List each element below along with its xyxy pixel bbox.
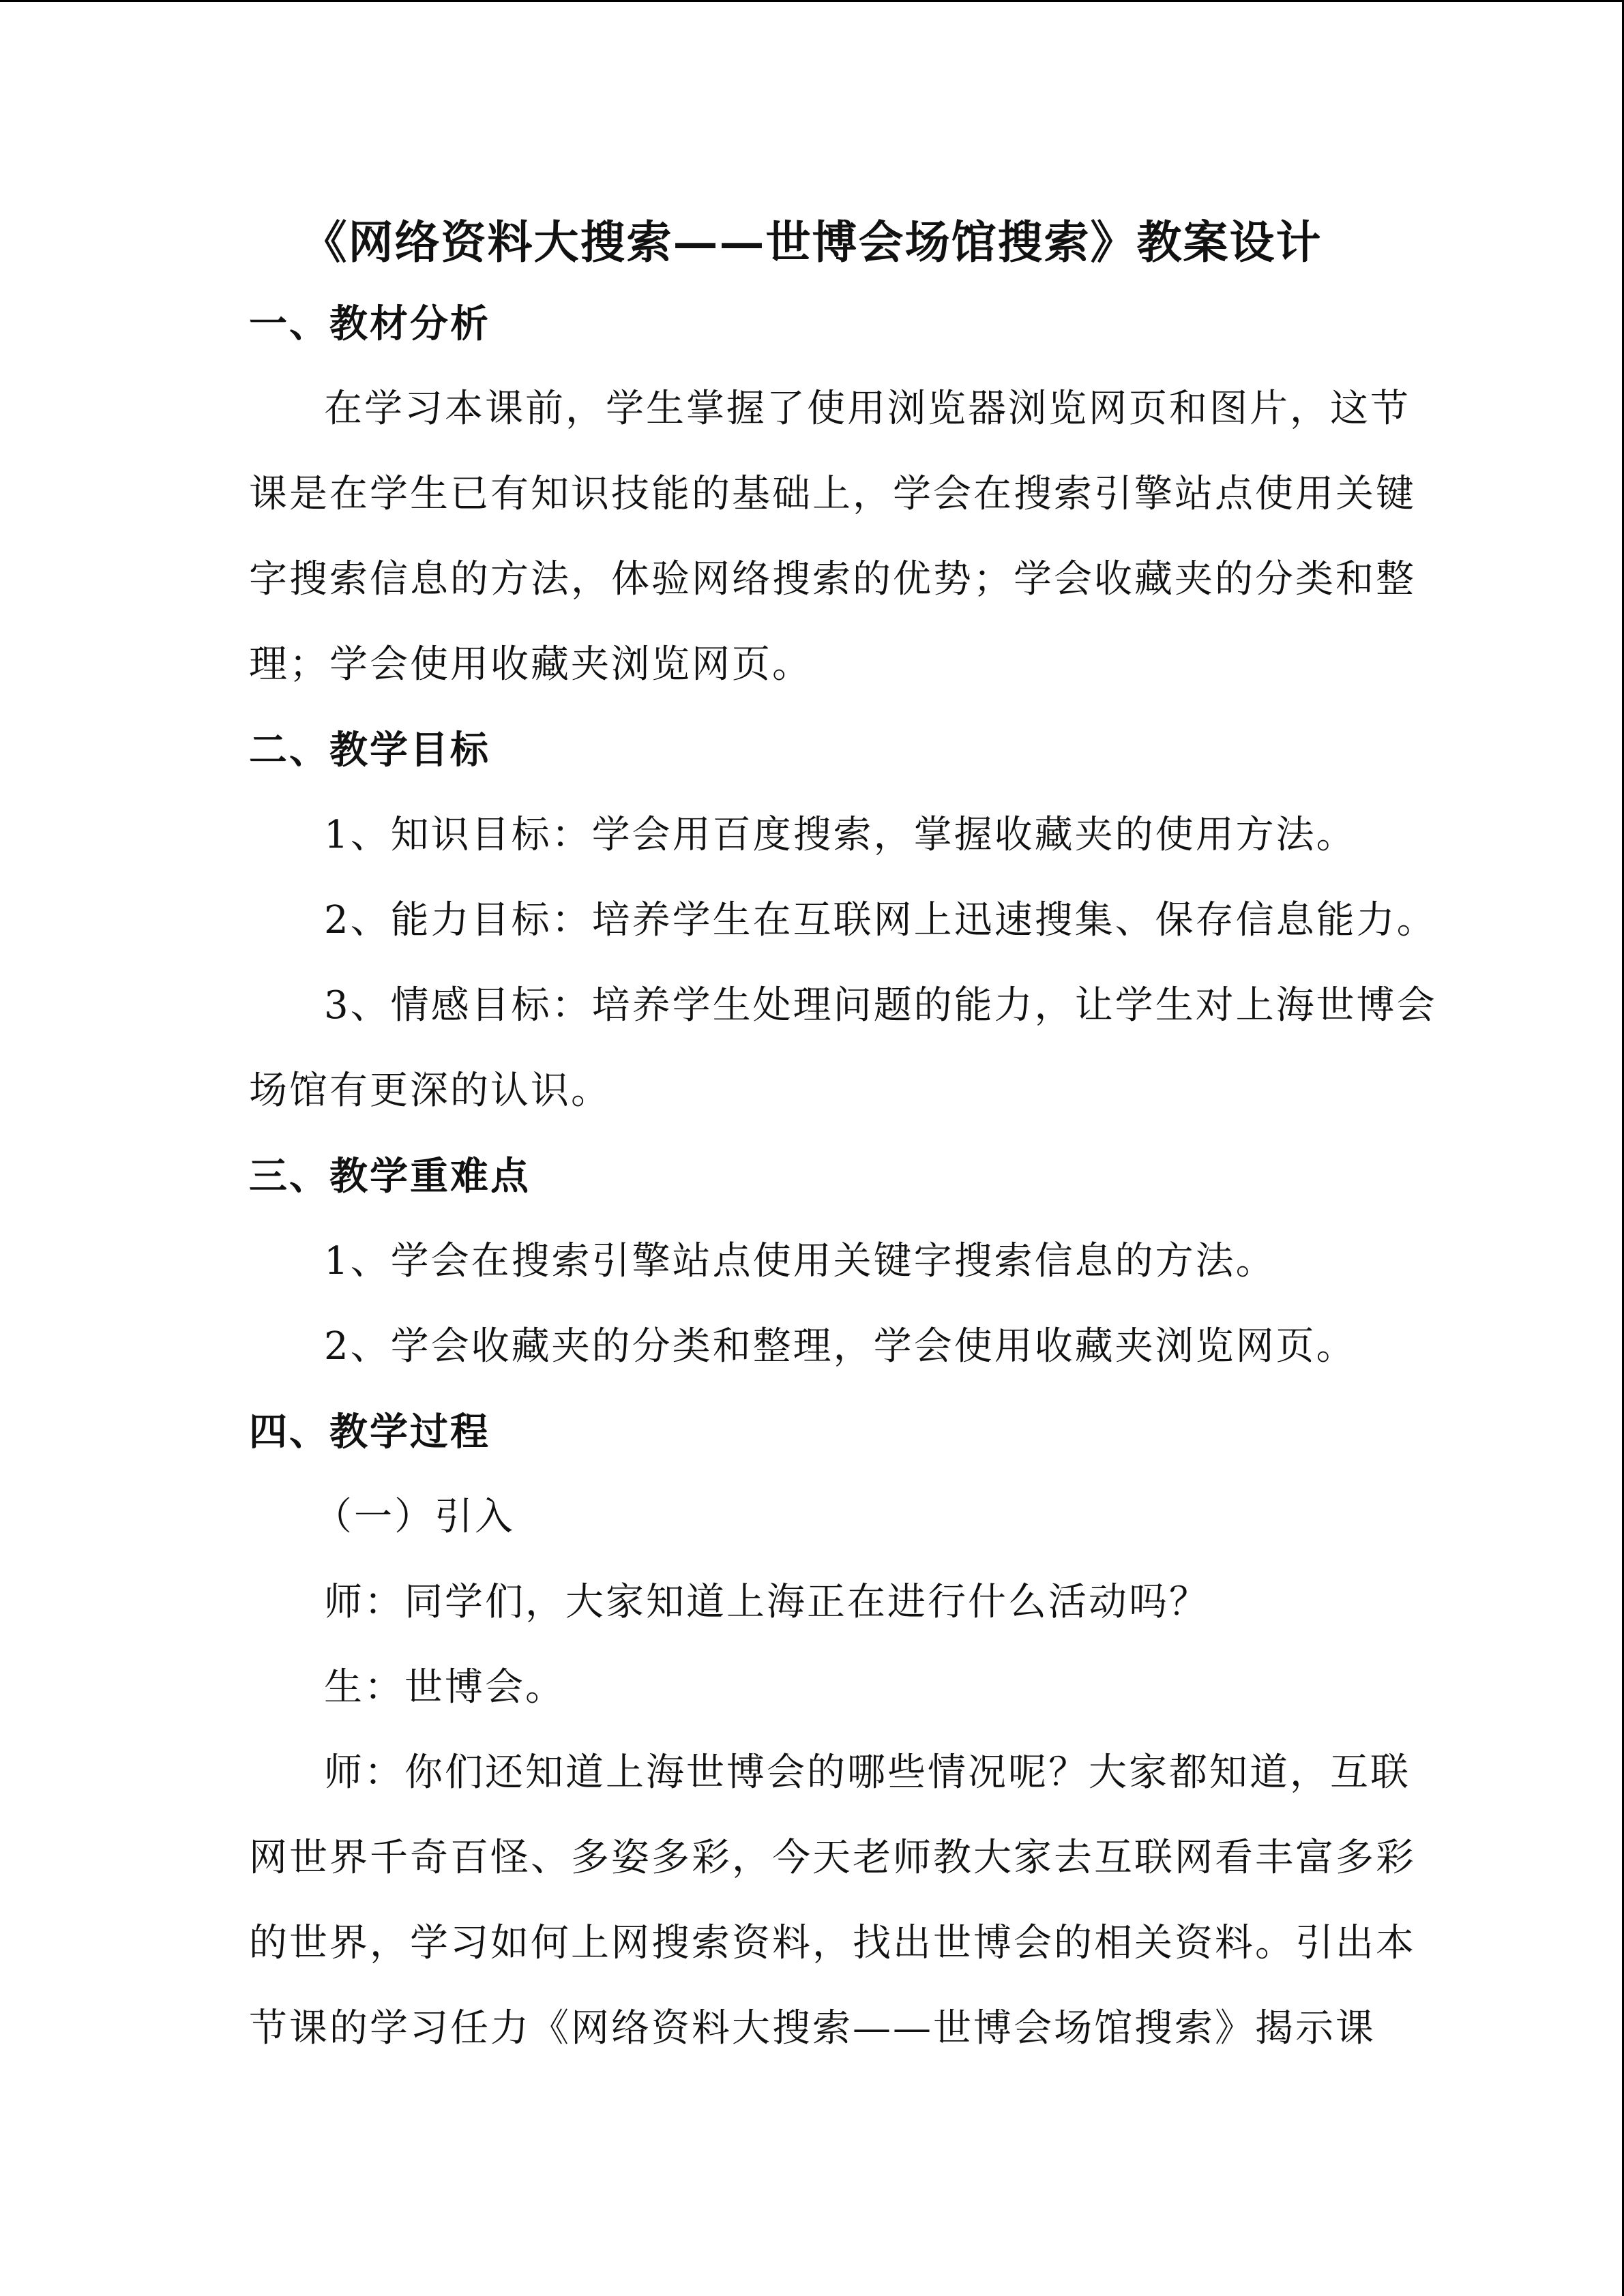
subsection-heading-intro: （一）引入 — [314, 1495, 515, 1539]
dialogue-line: 节课的学习任力《网络资料大搜索——世博会场馆搜索》揭示课 — [249, 2006, 1376, 2051]
dialogue-line: 师：你们还知道上海世博会的哪些情况呢？大家都知道，互联 — [324, 1750, 1411, 1795]
section-heading-process: 四、教学过程 — [249, 1410, 490, 1455]
paragraph-line: 理；学会使用收藏夹浏览网页。 — [249, 642, 812, 687]
objective-item: 2、能力目标：培养学生在互联网上迅速搜集、保存信息能力。 — [324, 898, 1437, 942]
objective-item: 3、情感目标：培养学生处理问题的能力，让学生对上海世博会 — [324, 983, 1437, 1028]
document-title: 《网络资料大搜索——世博会场馆搜索》教案设计 — [301, 215, 1323, 269]
objective-item: 1、知识目标：学会用百度搜索，掌握收藏夹的使用方法。 — [324, 813, 1357, 857]
dialogue-line: 网世界千奇百怪、多姿多彩，今天老师教大家去互联网看丰富多彩 — [249, 1836, 1416, 1880]
key-point-item: 1、学会在搜索引擎站点使用关键字搜索信息的方法。 — [324, 1239, 1276, 1283]
key-point-item: 2、学会收藏夹的分类和整理，学会使用收藏夹浏览网页。 — [324, 1324, 1357, 1369]
paragraph-line: 在学习本课前，学生掌握了使用浏览器浏览网页和图片，这节 — [324, 387, 1411, 431]
paragraph-line: 字搜索信息的方法，体验网络搜索的优势；学会收藏夹的分类和整 — [249, 557, 1416, 601]
section-heading-materials: 一、教材分析 — [249, 301, 490, 346]
objective-item-continued: 场馆有更深的认识。 — [249, 1069, 611, 1113]
section-heading-key-points: 三、教学重难点 — [249, 1154, 531, 1199]
dialogue-line: 师：同学们，大家知道上海正在进行什么活动吗？ — [324, 1580, 1209, 1624]
dialogue-line: 的世界，学习如何上网搜索资料，找出世博会的相关资料。引出本 — [249, 1921, 1416, 1965]
paragraph-line: 课是在学生已有知识技能的基础上，学会在搜索引擎站点使用关键 — [249, 472, 1416, 516]
dialogue-line: 生：世博会。 — [324, 1665, 565, 1710]
section-heading-objectives: 二、教学目标 — [249, 728, 490, 773]
